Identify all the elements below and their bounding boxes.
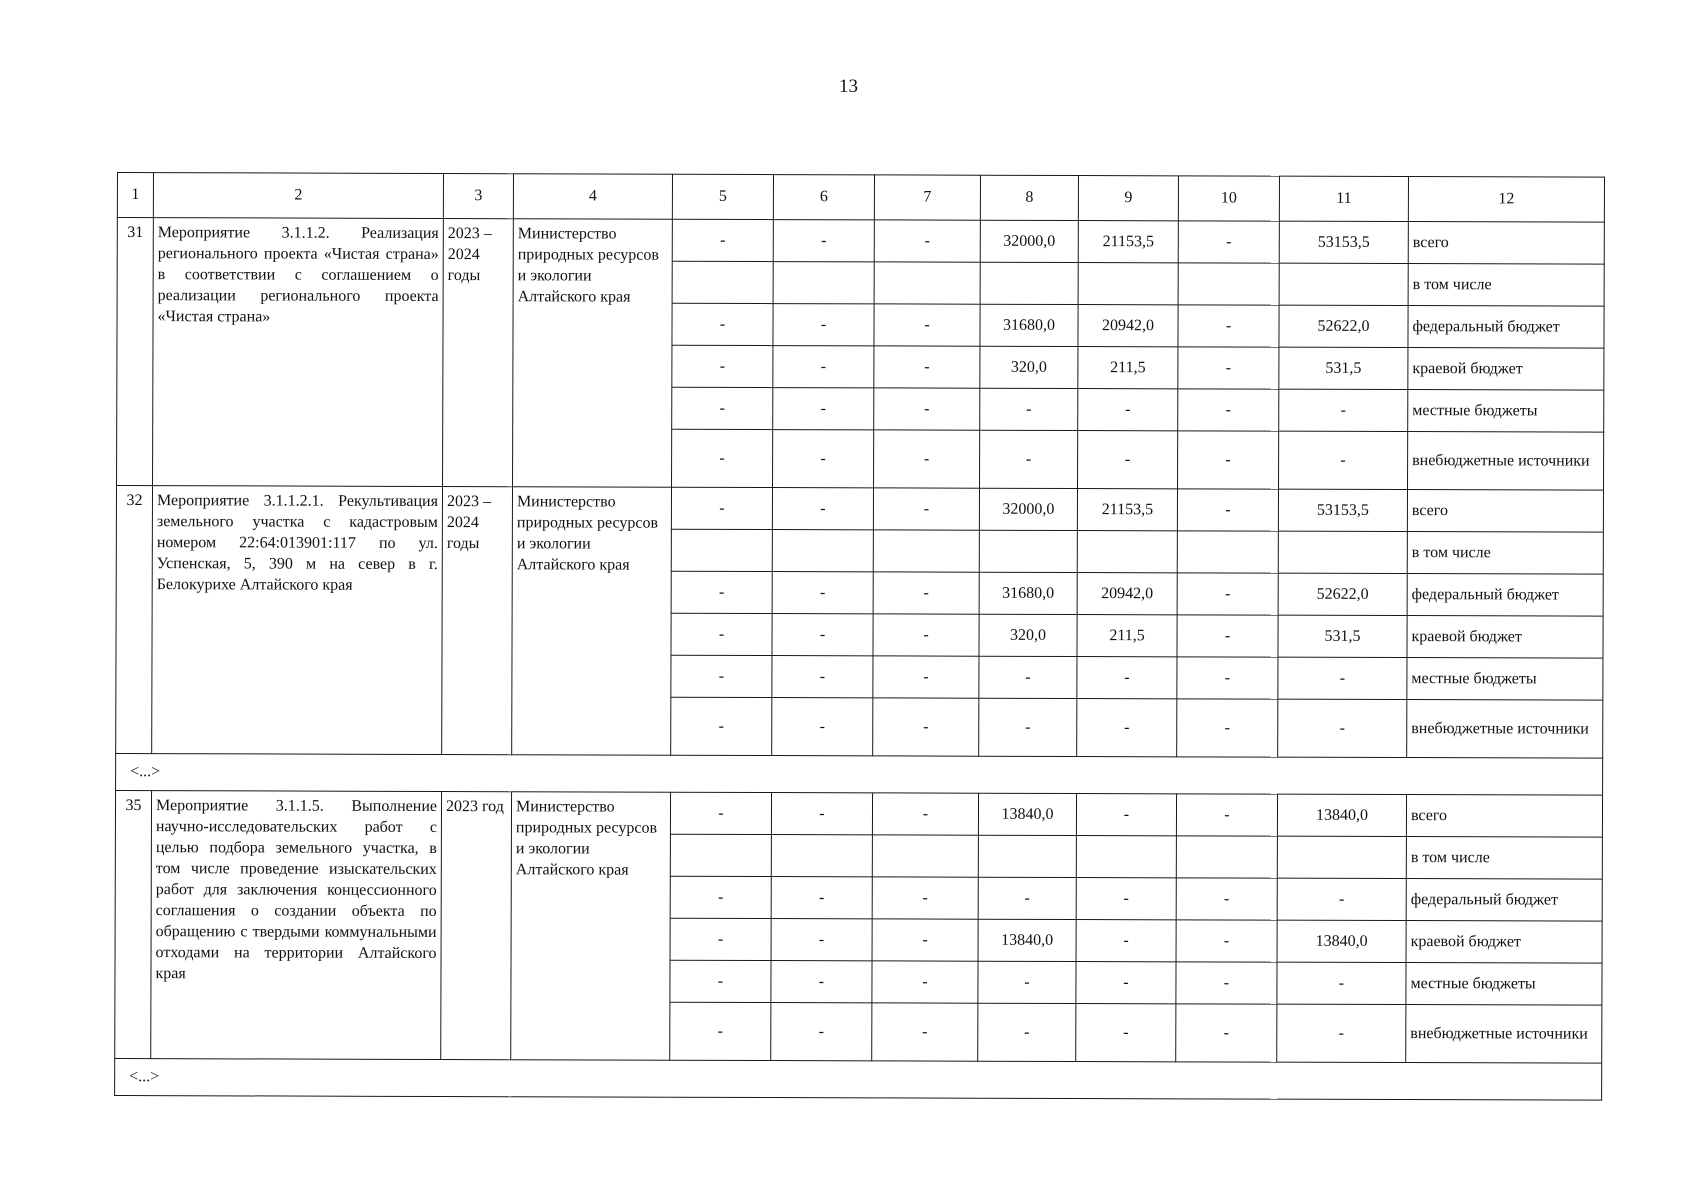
funding-source: краевой бюджет: [1406, 921, 1602, 964]
value-cell: 13840,0: [978, 793, 1076, 835]
value-cell: -: [671, 487, 772, 529]
table-row: [116, 486, 1603, 533]
value-cell: -: [771, 793, 872, 835]
value-cell: -: [1177, 657, 1278, 699]
value-cell: [874, 262, 980, 304]
value-cell: -: [980, 388, 1078, 430]
value-cell: [1279, 263, 1408, 305]
value-cell: 13840,0: [1277, 794, 1406, 836]
header-col-5: 5: [672, 174, 773, 219]
value-cell: 53153,5: [1278, 489, 1407, 531]
header-col-1: 1: [117, 173, 153, 218]
value-cell: -: [671, 697, 772, 755]
funding-source: всего: [1408, 222, 1604, 265]
value-cell: -: [978, 1003, 1076, 1061]
funding-source: внебюджетные источники: [1406, 1005, 1602, 1064]
budget-table: [114, 172, 1605, 1101]
value-cell: [772, 530, 873, 572]
value-cell: -: [1176, 920, 1277, 962]
header-col-6: 6: [773, 175, 874, 220]
funding-source: местные бюджеты: [1408, 390, 1604, 433]
header-col-10: 10: [1178, 176, 1279, 221]
value-cell: 53153,5: [1279, 221, 1408, 263]
value-cell: 211,5: [1077, 615, 1177, 657]
header-col-4: 4: [513, 174, 672, 219]
value-cell: -: [1176, 1004, 1277, 1062]
header-row: [117, 173, 1604, 223]
value-cell: -: [772, 614, 873, 656]
value-cell: 52622,0: [1279, 305, 1408, 347]
value-cell: -: [1176, 794, 1277, 836]
value-cell: -: [772, 572, 873, 614]
value-cell: -: [979, 698, 1077, 756]
value-cell: -: [1177, 699, 1278, 757]
value-cell: -: [773, 346, 874, 388]
value-cell: -: [670, 918, 771, 960]
value-cell: [672, 261, 773, 303]
funding-source: всего: [1407, 490, 1603, 533]
value-cell: -: [671, 655, 772, 697]
value-cell: -: [1277, 962, 1406, 1004]
funding-source: в том числе: [1406, 837, 1602, 880]
value-cell: 32000,0: [980, 220, 1078, 262]
value-cell: -: [670, 1002, 771, 1060]
value-cell: -: [873, 488, 979, 530]
table-row: [115, 790, 1602, 837]
value-cell: -: [978, 877, 1076, 919]
value-cell: -: [773, 304, 874, 346]
value-cell: 21153,5: [1077, 489, 1177, 531]
value-cell: 52622,0: [1278, 573, 1407, 615]
value-cell: [1077, 531, 1177, 573]
value-cell: 31680,0: [980, 304, 1078, 346]
value-cell: [670, 834, 771, 876]
header-col-3: 3: [443, 174, 513, 219]
header-col-8: 8: [980, 175, 1078, 220]
value-cell: -: [1178, 389, 1279, 431]
value-cell: -: [1076, 962, 1176, 1004]
funding-source: местные бюджеты: [1407, 658, 1603, 701]
page-number: 13: [839, 76, 858, 97]
value-cell: -: [872, 961, 978, 1003]
value-cell: -: [672, 219, 773, 261]
value-cell: -: [672, 303, 773, 345]
header-col-7: 7: [874, 175, 980, 220]
funding-source: в том числе: [1408, 264, 1604, 307]
value-cell: 31680,0: [979, 572, 1077, 614]
row-number: 32: [116, 486, 153, 754]
value-cell: [978, 835, 1076, 877]
funding-source: федеральный бюджет: [1407, 574, 1603, 617]
value-cell: -: [873, 656, 979, 698]
value-cell: [1277, 836, 1406, 878]
header-col-11: 11: [1279, 176, 1408, 221]
value-cell: -: [1279, 389, 1408, 431]
value-cell: -: [980, 430, 1078, 488]
funding-source: федеральный бюджет: [1408, 306, 1604, 349]
value-cell: 20942,0: [1078, 305, 1178, 347]
value-cell: -: [671, 571, 772, 613]
activity-description: Мероприятие 3.1.1.2.1. Рекультивация земельного участка с кадастровым номером 22:64:013901:117 по ул. Успенская, 5, 390 м на север в г. Белокурихе Алтайского края: [152, 486, 443, 755]
funding-source: внебюджетные источники: [1407, 700, 1603, 759]
value-cell: -: [1076, 920, 1176, 962]
value-cell: 320,0: [979, 614, 1077, 656]
value-cell: 32000,0: [979, 488, 1077, 530]
value-cell: [1076, 836, 1176, 878]
value-cell: -: [872, 919, 978, 961]
value-cell: 531,5: [1279, 347, 1408, 389]
header-col-12: 12: [1408, 177, 1604, 223]
value-cell: [1278, 531, 1407, 573]
value-cell: 21153,5: [1078, 221, 1178, 263]
implementation-period: 2023 – 2024 годы: [442, 487, 513, 755]
value-cell: -: [1178, 221, 1279, 263]
funding-source: краевой бюджет: [1408, 348, 1604, 391]
funding-source: внебюджетные источники: [1408, 432, 1604, 491]
value-cell: [980, 262, 1078, 304]
value-cell: -: [872, 1003, 978, 1061]
table-body: [115, 218, 1605, 1101]
value-cell: [1178, 263, 1279, 305]
value-cell: -: [773, 430, 874, 488]
value-cell: -: [672, 429, 773, 487]
funding-source: в том числе: [1407, 532, 1603, 575]
value-cell: 211,5: [1078, 347, 1178, 389]
executor: Министерство природных ресурсов и экологии Алтайского края: [511, 792, 671, 1060]
value-cell: -: [873, 698, 979, 756]
activity-description: Мероприятие 3.1.1.5. Выполнение научно-исследовательских работ с целью подбора земельного участка, в том числе проведение изыскательских работ для заключения концессионного соглашения о создании объекта по обращению с твердыми коммунальными отходами на территории Алтайского края: [151, 791, 442, 1060]
value-cell: -: [672, 345, 773, 387]
value-cell: -: [1178, 347, 1279, 389]
value-cell: -: [670, 792, 771, 834]
header-col-9: 9: [1078, 176, 1178, 221]
activity-description: Мероприятие 3.1.1.2. Реализация регионального проекта «Чистая страна» в соответствии с соглашением о реализации регионального проекта «Чистая страна»: [153, 218, 444, 487]
value-cell: -: [1077, 657, 1177, 699]
value-cell: -: [1178, 431, 1279, 489]
value-cell: -: [772, 698, 873, 756]
value-cell: -: [1277, 1004, 1406, 1062]
value-cell: -: [874, 220, 980, 262]
value-cell: [1078, 263, 1178, 305]
header-col-2: 2: [153, 173, 443, 219]
value-cell: -: [771, 919, 872, 961]
value-cell: -: [872, 793, 978, 835]
value-cell: -: [1177, 573, 1278, 615]
ellipsis-row: [116, 753, 1603, 795]
row-number: 35: [115, 790, 152, 1058]
value-cell: -: [671, 613, 772, 655]
value-cell: -: [773, 220, 874, 262]
funding-source: местные бюджеты: [1406, 963, 1602, 1006]
value-cell: -: [1176, 962, 1277, 1004]
value-cell: -: [772, 656, 873, 698]
ellipsis-marker: <...>: [116, 753, 1603, 795]
value-cell: [1177, 531, 1278, 573]
value-cell: [873, 530, 979, 572]
table-row: [117, 218, 1604, 265]
implementation-period: 2023 год: [441, 792, 512, 1060]
value-cell: -: [771, 877, 872, 919]
value-cell: 20942,0: [1077, 573, 1177, 615]
value-cell: -: [1078, 389, 1178, 431]
value-cell: -: [670, 960, 771, 1002]
value-cell: [773, 262, 874, 304]
value-cell: -: [978, 961, 1076, 1003]
value-cell: -: [873, 614, 979, 656]
ellipsis-row: [115, 1058, 1602, 1100]
value-cell: -: [1078, 431, 1178, 489]
value-cell: -: [1076, 878, 1176, 920]
value-cell: -: [1076, 1004, 1176, 1062]
value-cell: -: [771, 961, 872, 1003]
implementation-period: 2023 – 2024 годы: [443, 219, 514, 487]
value-cell: -: [772, 488, 873, 530]
funding-source: всего: [1406, 795, 1602, 838]
value-cell: -: [873, 572, 979, 614]
value-cell: -: [670, 876, 771, 918]
executor: Министерство природных ресурсов и экологии Алтайского края: [512, 487, 672, 755]
value-cell: 320,0: [980, 346, 1078, 388]
value-cell: -: [1178, 305, 1279, 347]
value-cell: 531,5: [1278, 615, 1407, 657]
funding-source: краевой бюджет: [1407, 616, 1603, 659]
value-cell: -: [979, 656, 1077, 698]
funding-source: федеральный бюджет: [1406, 879, 1602, 922]
value-cell: -: [771, 1003, 872, 1061]
value-cell: [671, 529, 772, 571]
value-cell: -: [874, 388, 980, 430]
value-cell: 13840,0: [978, 919, 1076, 961]
value-cell: -: [874, 430, 980, 488]
value-cell: -: [874, 346, 980, 388]
value-cell: -: [1077, 699, 1177, 757]
row-number: 31: [117, 218, 154, 486]
value-cell: -: [1278, 657, 1407, 699]
value-cell: [979, 530, 1077, 572]
value-cell: -: [1076, 794, 1176, 836]
value-cell: -: [773, 388, 874, 430]
value-cell: -: [1278, 699, 1407, 757]
ellipsis-marker: <...>: [115, 1058, 1602, 1100]
value-cell: -: [1277, 878, 1406, 920]
value-cell: [771, 835, 872, 877]
value-cell: -: [1177, 615, 1278, 657]
value-cell: [1176, 836, 1277, 878]
value-cell: -: [1279, 431, 1408, 489]
value-cell: -: [1176, 878, 1277, 920]
executor: Министерство природных ресурсов и экологии Алтайского края: [513, 219, 673, 487]
value-cell: 13840,0: [1277, 920, 1406, 962]
value-cell: -: [672, 387, 773, 429]
value-cell: [872, 835, 978, 877]
value-cell: -: [872, 877, 978, 919]
value-cell: -: [874, 304, 980, 346]
value-cell: -: [1177, 489, 1278, 531]
